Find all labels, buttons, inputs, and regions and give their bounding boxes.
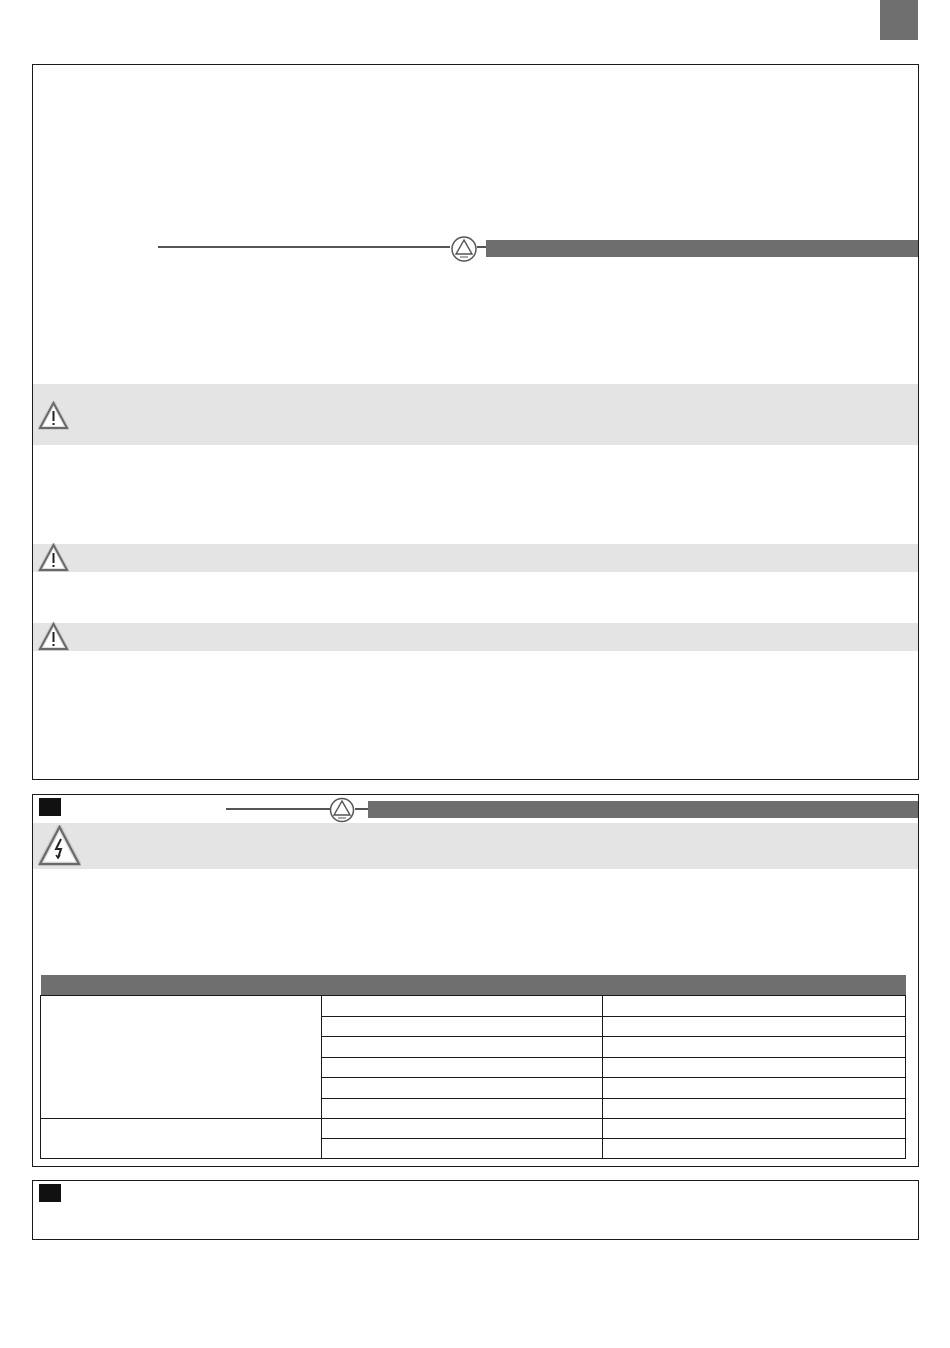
table-cell [322, 1016, 603, 1037]
black-square-icon [39, 798, 61, 816]
page-tab-marker [880, 0, 918, 40]
section-divider-line [158, 246, 450, 248]
table-cell [603, 1037, 906, 1058]
warning-triangle-icon [38, 543, 69, 572]
triangle-in-circle-icon [328, 797, 356, 823]
table-cell [603, 1119, 906, 1139]
table-cell [603, 996, 906, 1017]
table-group-label [41, 996, 322, 1119]
footer-section-frame [32, 1180, 919, 1240]
triangle-in-circle-icon [450, 235, 478, 263]
warning-band [33, 384, 918, 445]
section-divider-line [226, 808, 330, 810]
table-cell [603, 1098, 906, 1119]
table-header-cell [603, 975, 906, 996]
table-cell [322, 1078, 603, 1099]
table-header-row [41, 975, 906, 996]
table-cell [322, 996, 603, 1017]
table-cell [603, 1016, 906, 1037]
table-cell [322, 1057, 603, 1078]
table-cell [322, 1037, 603, 1058]
table-cell [603, 1078, 906, 1099]
table-cell [322, 1139, 603, 1159]
table-cell [603, 1139, 906, 1159]
section-header-bar [368, 801, 918, 818]
table-cell [603, 1057, 906, 1078]
warning-triangle-icon [38, 622, 69, 651]
warning-band [33, 823, 918, 869]
table-row [41, 1119, 906, 1139]
warning-triangle-icon [38, 401, 69, 430]
warning-band [33, 623, 918, 651]
table-row [41, 996, 906, 1017]
table-header-cell [41, 975, 322, 996]
specification-table [40, 975, 906, 1159]
divider-connector [355, 808, 369, 810]
warning-band [33, 544, 918, 572]
electrical-hazard-triangle-icon [38, 825, 81, 866]
table-cell [322, 1098, 603, 1119]
table-header-cell [322, 975, 603, 996]
table-group-label [41, 1119, 322, 1159]
table-cell [322, 1119, 603, 1139]
black-square-icon [39, 1184, 61, 1202]
section-header-bar [486, 240, 918, 257]
